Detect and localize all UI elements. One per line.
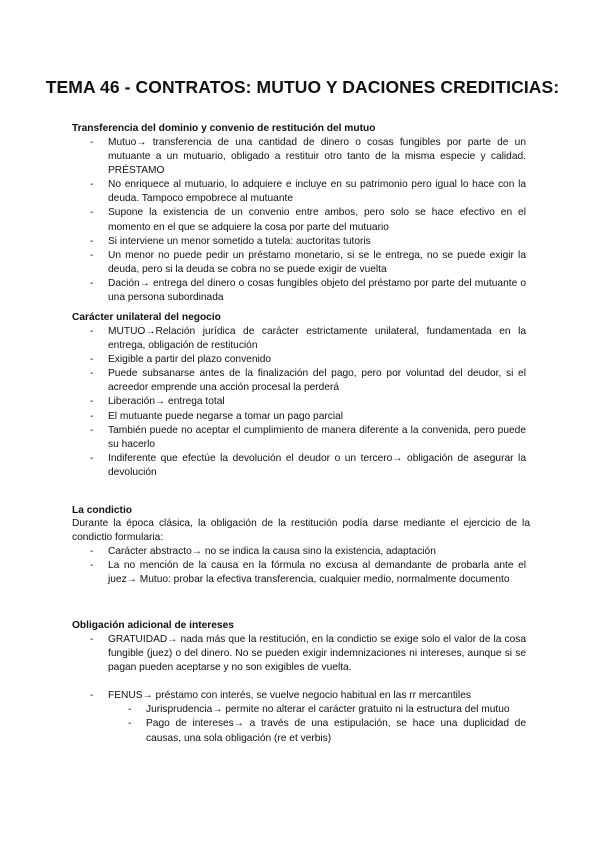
list-item: - Carácter abstracto→ no se indica la causa sino la existencia, adaptación (90, 545, 526, 559)
list-item: - No enriquece al mutuario, lo adquiere e incluye en su patrimonio pero igual lo hace con la deuda. Tampoco empobrece al mutuante (90, 178, 526, 206)
list-item: - También puede no aceptar el cumplimiento de manera diferente a la convenida, pero puede su hacerlo (90, 424, 526, 452)
list-item: - FENUS→ préstamo con interés, se vuelve negocio habitual en las rr mercantiles (90, 689, 526, 703)
sublist-item: - Jurisprudencia→ permite no alterar el carácter gratuito ni la estructura del mutuo (128, 703, 526, 717)
page-title: TEMA 46 - CONTRATOS: MUTUO Y DACIONES CREDITICIAS: (45, 77, 560, 97)
list-item: - Puede subsanarse antes de la finalización del pago, pero por voluntad del deudor, si el acreedor emprende una acción procesal la perderá (90, 367, 526, 395)
list-item: - Supone la existencia de un convenio entre ambos, pero solo se hace efectivo en el momento en el que se adquiere la cosa por parte del mutuario (90, 206, 526, 234)
section-list-transferencia (90, 136, 526, 305)
list-item: - Si interviene un menor sometido a tutela: auctoritas tutoris (90, 235, 526, 249)
list-item: - Exigible a partir del plazo convenido (90, 353, 526, 367)
sublist-fenus (128, 703, 526, 745)
list-item: - MUTUO→Relación jurídica de carácter estrictamente unilateral, fundamentada en la entrega, obligación de restitución (90, 325, 526, 353)
section-heading-condictio: La condictio (72, 505, 132, 516)
section-list-condictio (90, 545, 526, 587)
section-paragraph-condictio: Durante la época clásica, la obligación de la restitución podía darse mediante el ejercicio de la condictio formularia: (72, 518, 530, 543)
list-item: - Dación→ entrega del dinero o cosas fungibles objeto del préstamo por parte del mutuante o una persona subordinada (90, 277, 526, 305)
list-item: - Un menor no puede pedir un préstamo monetario, si se le entrega, no se puede exigir la deuda, pero si la deuda se cobra no se puede exigir de vuelta (90, 249, 526, 277)
section-heading-transferencia: Transferencia del dominio y convenio de restitución del mutuo (72, 123, 376, 134)
section-heading-intereses: Obligación adicional de intereses (72, 620, 234, 631)
sublist-item: - Pago de intereses→ a través de una estipulación, se hace una duplicidad de causas, una sola obligación (re et verbis) (128, 717, 526, 745)
section-heading-caracter-unilateral: Carácter unilateral del negocio (72, 312, 221, 323)
list-item: - El mutuante puede negarse a tomar un pago parcial (90, 410, 526, 424)
list-item: - GRATUIDAD→ nada más que la restitución, en la condictio se exige solo el valor de la cosa fungible (juez) o del dinero. No se pueden exigir indemnizaciones ni intereses, aunque si se pagan pueden aceptarse y no son exigibles de vuelta. (90, 633, 526, 675)
section-list-caracter-unilateral (90, 325, 526, 480)
section-list-intereses (90, 633, 526, 746)
list-item: - Liberación→ entrega total (90, 395, 526, 409)
list-item: - Indiferente que efectúe la devolución el deudor o un tercero→ obligación de asegurar la devolución (90, 452, 526, 480)
list-item: - Mutuo→ transferencia de una cantidad de dinero o cosas fungibles por parte de un mutuante a un mutuario, obligado a restituir otro tanto de la misma especie y calidad. PRÉSTAMO (90, 136, 526, 178)
list-item: - La no mención de la causa en la fórmula no excusa al demandante de probarla ante el juez→ Mutuo: probar la efectiva transferencia, cualquier medio, normalmente documento (90, 559, 526, 587)
